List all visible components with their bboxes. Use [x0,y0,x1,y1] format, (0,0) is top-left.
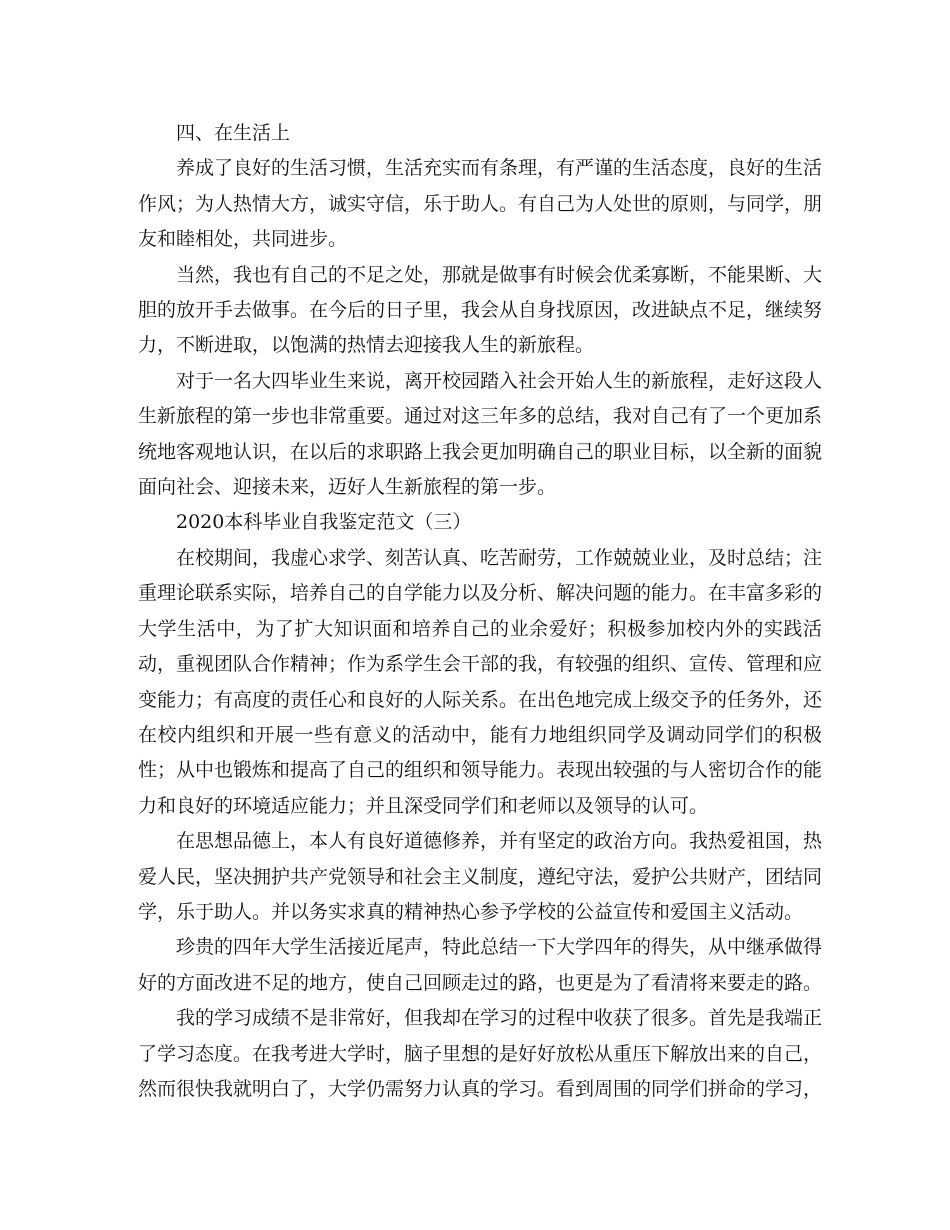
paragraph-study-attitude: 我的学习成绩不是非常好，但我却在学习的过程中收获了很多。首先是我端正了学习态度。在我考进大学时，脑子里想的是好好放松从重压下解放出来的自己，然而很快我就明白了，大学仍需努力认真的学习。看到周围的同学们拼命的学习， [138,1007,823,1100]
article-title: 2020本科毕业自我鉴定范文（三） [176,511,472,534]
paragraph-shortcomings: 当然，我也有自己的不足之处，那就是做事有时候会优柔寡断，不能果断、大胆的放开手去做事。在今后的日子里，我会从自身找原因，改进缺点不足，继续努力，不断进取，以饱满的热情去迎接我人生的新旅程。 [138,263,823,357]
paragraph-campus-performance: 在校期间，我虚心求学、刻苦认真、吃苦耐劳，工作兢兢业业，及时总结；注重理论联系实际，培养自己的自学能力以及分析、解决问题的能力。在丰富多彩的大学生活中，为了扩大知识面和培养自己的业余爱好；积极参加校内外的实践活动，重视团队合作精神；作为系学生会干部的我，有较强的组织、宣传、管理和应变能力；有高度的责任心和良好的人际关系。在出色地完成上级交予的任务外，还在校内组织和开展一些有意义的活动中，能有力地组织同学及调动同学们的积极性；从中也锻炼和提高了自己的组织和领导能力。表现出较强的与人密切合作的能力和良好的环境适应能力；并且深受同学们和老师以及领导的认可。 [138,546,823,817]
section-heading: 四、在生活上 [176,122,291,144]
paragraph-living-habits: 养成了良好的生活习惯，生活充实而有条理，有严谨的生活态度，良好的生活作风；为人热情大方，诚实守信，乐于助人。有自己为人处世的原则，与同学，朋友和睦相处，共同进步。 [138,157,823,251]
paragraph-four-years-summary: 珍贵的四年大学生活接近尾声，特此总结一下大学四年的得失，从中继承做得好的方面改进不足的地方，使自己回顾走过的路，也更是为了看清将来要走的路。 [138,936,823,994]
document-body [138,116,822,1107]
paragraph-graduate-outlook: 对于一名大四毕业生来说，离开校园踏入社会开始人生的新旅程，走好这段人生新旅程的第一步也非常重要。通过对这三年多的总结，我对自己有了一个更加系统地客观地认识，在以后的求职路上我会更加明确自己的职业目标，以全新的面貌面向社会、迎接未来，迈好人生新旅程的第一步。 [138,369,823,499]
paragraph-moral-character: 在思想品德上，本人有良好道德修养，并有坚定的政治方向。我热爱祖国，热爱人民，坚决拥护共产党领导和社会主义制度，遵纪守法，爱护公共财产，团结同学，乐于助人。并以务实求真的精神热心参予学校的公益宣传和爱国主义活动。 [138,830,823,923]
